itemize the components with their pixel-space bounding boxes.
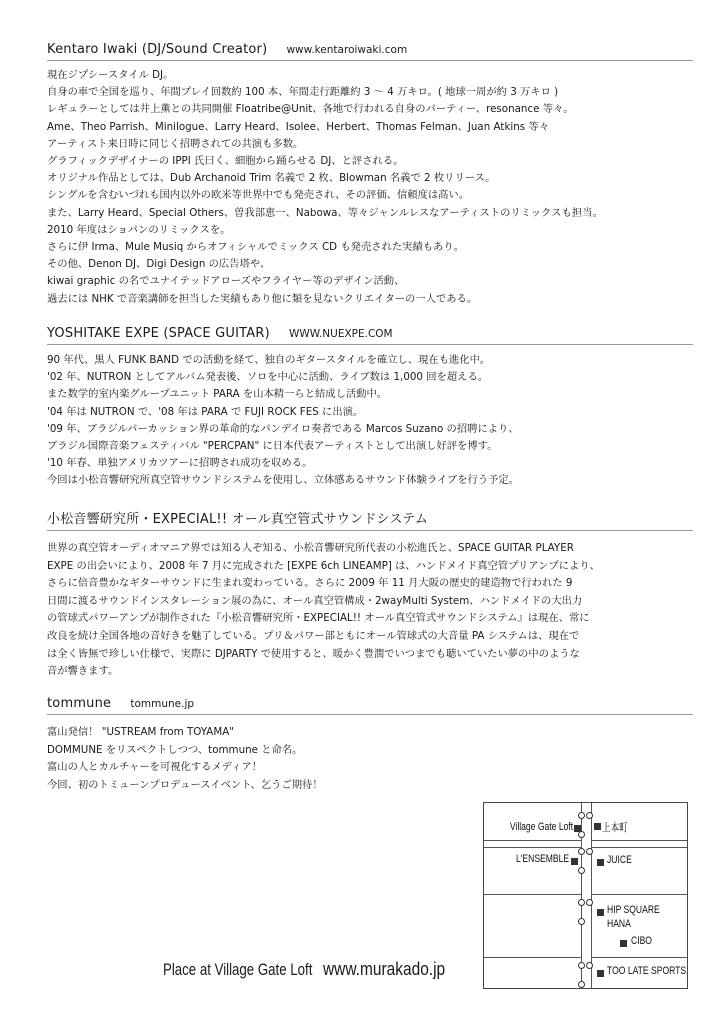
body-line: '10 年春、単独アメリカツアーに招聘され成功を収める。 — [47, 457, 313, 470]
body-line: 過去には NHK で音楽講師を担当した実績もあり他に類を見ないクリエイターの一人である。 — [47, 292, 478, 305]
section-body-kentaro — [47, 67, 693, 308]
venue-map — [483, 802, 688, 989]
kamihoncho-marker — [594, 823, 601, 830]
body-line: kiwai graphic の名でユナイテッドアローズやフライヤー等のデザイン活動、 — [47, 275, 405, 288]
section-body-tommune — [47, 724, 693, 794]
label-hana: HANA — [607, 918, 631, 930]
too-late-sports-marker — [597, 970, 604, 977]
station-marker — [578, 840, 600, 846]
section-title: Kentaro Iwaki (DJ/Sound Creator) — [47, 42, 268, 57]
body-line: '04 年は NUTRON で、'08 年は PARA で FUJI ROCK FES に出演。 — [47, 405, 364, 418]
cross-road-1 — [484, 840, 581, 841]
section-header-yoshitake — [47, 322, 693, 345]
body-line: Ame、Theo Parrish、Minilogue、Larry Heard、Isolee、Herbert、Thomas Felman、Juan Atkins 等々 — [47, 120, 550, 133]
cibo-marker — [620, 940, 627, 947]
hip-square-marker — [597, 909, 604, 916]
section-url: WWW.NUEXPE.COM — [289, 328, 393, 340]
label-too-late-sports: TOO LATE SPORTS — [607, 965, 687, 977]
body-line: EXPE の出会いにより、2008 年 7 月に完成された [EXPE 6ch LINEAMP] は、ハンドメイド真空管プリアンプにより、 — [47, 559, 600, 572]
body-line: 自身の車で全国を巡り、年間プレイ回数約 100 本、年間走行距離約 3 ～ 4 万キロ。( 地球一周が約 3 万キロ ) — [47, 86, 559, 99]
body-line: さらに倍音豊かなギターサウンドに生まれ変わっている。さらに 2009 年 11 月大阪の歴史的建造物で行われた 9 — [47, 577, 573, 590]
body-line: その他、Denon DJ、Digi Design の広告塔や、 — [47, 258, 271, 271]
station-marker — [578, 954, 600, 960]
station-marker — [578, 891, 600, 897]
section-header-kentaro — [47, 38, 693, 61]
section-title: 小松音響研究所・EXPECIAL!! オール真空管式サウンドシステム — [47, 512, 429, 527]
body-line: 富山発信！ "USTREAM from TOYAMA" — [47, 726, 234, 738]
label-kamihoncho: 上本町 — [602, 822, 628, 834]
body-line: アーティスト来日時に同じく招聘されての共演も多数。 — [47, 137, 304, 150]
section-url: www.kentaroiwaki.com — [286, 44, 408, 56]
label-cibo: CIBO — [631, 935, 652, 947]
body-line: 90 年代、黒人 FUNK BAND での活動を経て、独自のギタースタイルを確立し、現在も進化中。 — [47, 354, 491, 366]
section-body-yoshitake — [47, 352, 693, 490]
body-line: さらに伊 Irma、Mule Musiq からオフィシャルでミックス CD も発売された実績もあり。 — [47, 241, 464, 254]
label-hip-square: HIP SQUARE — [607, 904, 660, 916]
cross-road-2 — [484, 847, 581, 848]
body-line: '09 年、ブラジルパーカッション界の革命的なパンデイロ奏者である Marcos Suzano の招聘により、 — [47, 422, 519, 435]
cross-road-4b — [592, 957, 687, 958]
footer-place: Place at Village Gate Loft — [163, 960, 313, 979]
body-line: 現在ジプシースタイル DJ。 — [47, 69, 174, 81]
venue-marker — [574, 825, 581, 832]
label-lensemble: L'ENSEMBLE — [515, 853, 569, 865]
body-line: ブラジル国際音楽フェスティバル "PERCPAN" に日本代表アーティストとして出演し好評を博す。 — [47, 440, 498, 453]
body-line: の管球式パワーアンプが制作された『小松音響研究所・EXPECIAL!! オール真空管式サウンドシステム』は現在、常に — [47, 612, 590, 625]
body-line: レギュラーとしては井上薫との共同開催 Floatribe@Unit、各地で行われる自身のパーティー、resonance 等々。 — [47, 103, 574, 116]
body-line: オリジナル作品としては、Dub Archanoid Trim 名義で 2 枚、Blowman 名義で 2 枚リリース。 — [47, 172, 496, 185]
body-line: 今回、初のトミューンプロデュースイベント、乞うご期待！ — [47, 778, 323, 791]
body-line: 今回は小松音響研究所真空管サウンドシステムを使用し、立体感あるサウンド体験ライブを行う予定。 — [47, 474, 520, 487]
body-line: 富山の人とカルチャーを可視化するメディア！ — [47, 761, 263, 773]
body-line: 2010 年度はショパンのリミックスを。 — [47, 223, 231, 236]
section-url: tommune.jp — [130, 698, 195, 710]
body-line: は全く皆無で珍しい仕様で、実際に DJPARTY で使用すると、暖かく豊潤でいつまでも聴いていたい夢の中のような — [47, 647, 580, 660]
section-body-komatsu — [47, 540, 693, 681]
lensemble-marker — [571, 858, 578, 865]
cross-road-4 — [484, 957, 581, 958]
footer-url: www.murakado.jp — [323, 959, 446, 979]
body-line: シングルを含むいづれも国内以外の欧米等世界中でも発売され、その評価、信頼度は高い。 — [47, 189, 470, 202]
body-line: 日間に渡るサウンドインスタレーション展の為に、オール真空管構成・2wayMulti System、ハンドメイドの大出力 — [47, 594, 583, 607]
body-line: DOMMUNE をリスペクトしつつ、tommune と命名。 — [47, 743, 303, 756]
body-line: また数学的室内楽グループユニット PARA を山本精一らと結成し活動中。 — [47, 388, 388, 401]
juice-marker — [597, 859, 604, 866]
section-title: tommune — [47, 696, 112, 711]
cross-road-3b — [592, 894, 687, 895]
cross-road-3 — [484, 894, 581, 895]
label-village-gate-loft: Village Gate Loft — [509, 821, 573, 833]
body-line: 改良を続け全国各地の音好きを魅了している。プリ＆パワー部ともにオール管球式の大音量 PA システムは、現在で — [47, 629, 580, 642]
cross-road-1b — [592, 840, 687, 841]
body-line: 音が響きます。 — [47, 665, 119, 678]
body-line: また、Larry Heard、Special Others、曽我部恵一、Nabowa、等々ジャンルレスなアーティストのリミックスも担当。 — [47, 206, 603, 219]
station-marker — [578, 804, 600, 810]
section-header-tommune — [47, 692, 693, 715]
section-header-komatsu — [47, 508, 693, 531]
body-line: '02 年、NUTRON としてアルバム発表後、ソロを中心に活動、ライブ数は 1,000 回を超える。 — [47, 371, 489, 384]
label-juice: JUICE — [607, 854, 632, 866]
cross-road-2b — [592, 847, 687, 848]
section-title: YOSHITAKE EXPE (SPACE GUITAR) — [47, 326, 270, 341]
body-line: グラフィックデザイナーの IPPI 氏曰く、細胞から踊らせる DJ、と評される。 — [47, 155, 404, 168]
body-line: 世界の真空管オーディオマニア界では知る人ぞ知る、小松音響研究所代表の小松進氏と、SPACE GUITAR PLAYER — [47, 542, 574, 554]
